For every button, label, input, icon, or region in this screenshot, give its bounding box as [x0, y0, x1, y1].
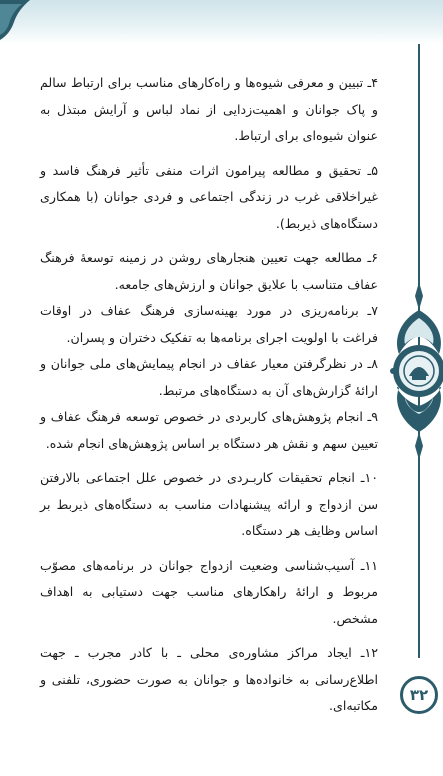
- paragraph-item-8: ۸ـ در نظرگرفتن معیار عفاف در انجام پیمایش‌های ملی جوانان و ارائهٔ گزارش‌های آن به دستگاه‌های مرتبط.: [40, 356, 378, 398]
- header-band: [0, 0, 443, 44]
- paragraph-item-7: ۷ـ برنامه‌ریزی در مورد بهینه‌سازی فرهنگ عفاف در اوقات فراغت با اولویت اجرای برنامه‌ها به تفکیک دختران و پسران.: [40, 303, 378, 345]
- paragraph-item-12: ۱۲ـ ایجاد مراکز مشاوره‌ی محلی ـ با کادر مجرب ـ جهت اطلاع‌رسانی به خانواده‌ها و جوانان به صورت حضوری، تلفنی و مکاتبه‌ای.: [40, 645, 378, 713]
- page-number: ۳۲: [400, 676, 438, 714]
- body-text: [40, 70, 378, 720]
- medallion-ornament-icon: [387, 282, 443, 460]
- corner-ornament-icon: [0, 0, 36, 44]
- paragraph-item-4: ۴ـ تبیین و معرفی شیوه‌ها و راه‌کارهای مناسب برای ارتباط سالم و پاک جوانان و اهمیت‌زدایی از نماد لباس و آرایش مبتذل به عنوان شیوه‌ای برای ارتباط.: [40, 75, 378, 143]
- paragraph-item-9: ۹ـ انجام پژوهش‌های کاربردی در خصوص توسعه فرهنگ عفاف و تعیین سهم و نقش هر دستگاه بر اساس پژوهش‌های انجام شده.: [40, 409, 378, 451]
- paragraph-item-6: ۶ـ مطالعه جهت تعیین هنجارهای روشن در زمینه توسعهٔ فرهنگ عفاف متناسب با علایق جوانان و ارزش‌های جامعه.: [40, 250, 378, 292]
- paragraph-item-5: ۵ـ تحقیق و مطالعه پیرامون اثرات منفی تأثیر فرهنگ فاسد و غیراخلاقی غرب در زندگی اجتماعی و فردی جوانان (با همکاری دستگاه‌های ذیربط).: [40, 162, 378, 231]
- paragraph-item-10: ۱۰ـ انجام تحقیقات کاربـردی در خصوص علل اجتماعی بالارفتن سن ازدواج و ارائه پیشنهادات مناسب به دستگاه‌های ذیربط بر اساس وظایف هر دستگاه.: [40, 470, 378, 538]
- paragraph-item-11: ۱۱ـ آسیب‌شناسی وضعیت ازدواج جوانان در برنامه‌های مصوّب مربوط و ارائهٔ راهکارهای مناسب جهت دستیابی به اهداف مشخص.: [40, 557, 378, 626]
